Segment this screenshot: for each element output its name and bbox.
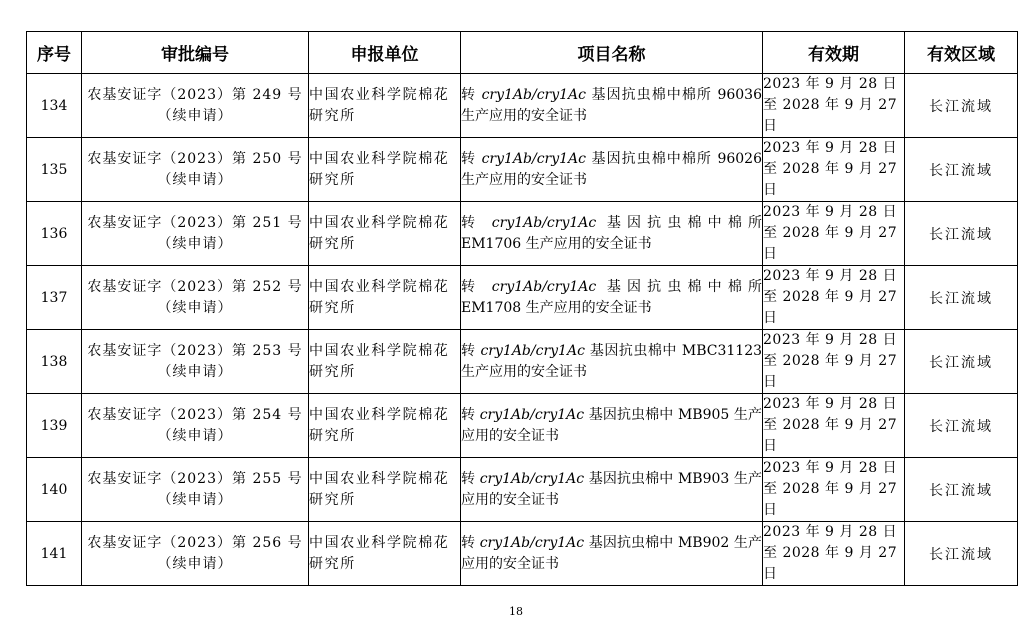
renewal-note: （续申请） xyxy=(157,555,233,572)
approval-number-cell xyxy=(82,522,309,586)
renewal-note: （续申请） xyxy=(157,427,233,444)
header-applicant-unit: 申报单位 xyxy=(309,32,461,74)
approval-number-cell xyxy=(82,394,309,458)
renewal-note: （续申请） xyxy=(157,235,233,252)
approval-number-text: 农基安证字（2023）第 252 号 xyxy=(87,278,303,295)
applicant-unit-cell: 中国农业科学院棉花研究所 xyxy=(309,330,461,394)
applicant-unit-cell: 中国农业科学院棉花研究所 xyxy=(309,394,461,458)
header-serial-number: 序号 xyxy=(27,32,82,74)
project-description: 基因抗虫棉中 MBC31123 生产应用的安全证书 xyxy=(461,342,763,380)
header-validity-period: 有效期 xyxy=(763,32,905,74)
serial-number-cell: 135 xyxy=(27,138,82,202)
project-name-cell xyxy=(461,522,763,586)
project-name-cell xyxy=(461,202,763,266)
header-valid-region: 有效区域 xyxy=(905,32,1018,74)
serial-number-cell: 137 xyxy=(27,266,82,330)
project-prefix: 转 xyxy=(461,470,480,487)
project-description: 基因抗虫棉中 MB905 生产应用的安全证书 xyxy=(461,406,762,444)
valid-region-cell: 长江流域 xyxy=(905,394,1018,458)
serial-number-cell: 140 xyxy=(27,458,82,522)
applicant-unit-cell: 中国农业科学院棉花研究所 xyxy=(309,458,461,522)
gene-name: cry1Ab/cry1Ac xyxy=(479,406,585,423)
project-description: 基因抗虫棉中棉所 96036 生产应用的安全证书 xyxy=(461,86,762,124)
valid-region-cell: 长江流域 xyxy=(905,138,1018,202)
renewal-note: （续申请） xyxy=(157,491,233,508)
project-prefix: 转 xyxy=(461,342,481,359)
valid-region-cell: 长江流域 xyxy=(905,330,1018,394)
valid-region-cell: 长江流域 xyxy=(905,74,1018,138)
approval-number-text: 农基安证字（2023）第 256 号 xyxy=(87,534,303,551)
approval-number-cell xyxy=(82,330,309,394)
validity-period-cell: 2023 年 9 月 28 日至 2028 年 9 月 27 日 xyxy=(763,74,905,138)
project-name-cell xyxy=(461,266,763,330)
valid-region-cell: 长江流域 xyxy=(905,458,1018,522)
approval-table xyxy=(26,31,1018,586)
serial-number-cell: 141 xyxy=(27,522,82,586)
project-prefix: 转 xyxy=(461,150,482,167)
approval-number-cell xyxy=(82,266,309,330)
table-row xyxy=(27,330,1018,394)
validity-period-cell: 2023 年 9 月 28 日至 2028 年 9 月 27 日 xyxy=(763,394,905,458)
approval-number-cell xyxy=(82,202,309,266)
project-prefix: 转 xyxy=(461,278,492,295)
gene-name: cry1Ab/cry1Ac xyxy=(491,278,597,295)
project-prefix: 转 xyxy=(461,534,480,551)
renewal-note: （续申请） xyxy=(157,107,233,124)
project-description: 基因抗虫棉中棉所 EM1708 生产应用的安全证书 xyxy=(461,278,762,316)
approval-number-text: 农基安证字（2023）第 251 号 xyxy=(87,214,303,231)
project-prefix: 转 xyxy=(461,86,482,103)
applicant-unit-cell: 中国农业科学院棉花研究所 xyxy=(309,74,461,138)
gene-name: cry1Ab/cry1Ac xyxy=(480,342,585,359)
approval-number-text: 农基安证字（2023）第 255 号 xyxy=(87,470,303,487)
validity-period-cell: 2023 年 9 月 28 日至 2028 年 9 月 27 日 xyxy=(763,138,905,202)
project-name-cell xyxy=(461,74,763,138)
project-description: 基因抗虫棉中棉所 96026 生产应用的安全证书 xyxy=(461,150,762,188)
validity-period-cell: 2023 年 9 月 28 日至 2028 年 9 月 27 日 xyxy=(763,202,905,266)
project-name-cell xyxy=(461,458,763,522)
validity-period-cell: 2023 年 9 月 28 日至 2028 年 9 月 27 日 xyxy=(763,458,905,522)
project-description: 基因抗虫棉中 MB903 生产应用的安全证书 xyxy=(461,470,762,508)
project-name-cell xyxy=(461,330,763,394)
table-row xyxy=(27,266,1018,330)
serial-number-cell: 138 xyxy=(27,330,82,394)
renewal-note: （续申请） xyxy=(157,171,233,188)
applicant-unit-cell: 中国农业科学院棉花研究所 xyxy=(309,266,461,330)
page-number: 18 xyxy=(509,605,523,618)
table-row xyxy=(27,394,1018,458)
serial-number-cell: 139 xyxy=(27,394,82,458)
project-name-cell xyxy=(461,394,763,458)
project-prefix: 转 xyxy=(461,406,480,423)
approval-number-cell xyxy=(82,74,309,138)
project-description: 基因抗虫棉中棉所 EM1706 生产应用的安全证书 xyxy=(461,214,762,252)
table-row xyxy=(27,138,1018,202)
approval-number-cell xyxy=(82,458,309,522)
gene-name: cry1Ab/cry1Ac xyxy=(479,470,585,487)
validity-period-cell: 2023 年 9 月 28 日至 2028 年 9 月 27 日 xyxy=(763,266,905,330)
gene-name: cry1Ab/cry1Ac xyxy=(481,150,587,167)
table-row xyxy=(27,522,1018,586)
serial-number-cell: 136 xyxy=(27,202,82,266)
applicant-unit-cell: 中国农业科学院棉花研究所 xyxy=(309,202,461,266)
header-project-name: 项目名称 xyxy=(461,32,763,74)
project-name-cell xyxy=(461,138,763,202)
renewal-note: （续申请） xyxy=(157,363,233,380)
approval-number-text: 农基安证字（2023）第 250 号 xyxy=(87,150,303,167)
project-prefix: 转 xyxy=(461,214,492,231)
serial-number-cell: 134 xyxy=(27,74,82,138)
approval-number-text: 农基安证字（2023）第 249 号 xyxy=(87,86,303,103)
gene-name: cry1Ab/cry1Ac xyxy=(491,214,597,231)
valid-region-cell: 长江流域 xyxy=(905,202,1018,266)
renewal-note: （续申请） xyxy=(157,299,233,316)
gene-name: cry1Ab/cry1Ac xyxy=(479,534,585,551)
validity-period-cell: 2023 年 9 月 28 日至 2028 年 9 月 27 日 xyxy=(763,330,905,394)
approval-number-cell xyxy=(82,138,309,202)
approval-number-text: 农基安证字（2023）第 254 号 xyxy=(87,406,303,423)
table-row xyxy=(27,202,1018,266)
project-description: 基因抗虫棉中 MB902 生产应用的安全证书 xyxy=(461,534,762,572)
table-row xyxy=(27,74,1018,138)
valid-region-cell: 长江流域 xyxy=(905,522,1018,586)
table-header-row xyxy=(27,32,1018,74)
header-approval-number: 审批编号 xyxy=(82,32,309,74)
validity-period-cell: 2023 年 9 月 28 日至 2028 年 9 月 27 日 xyxy=(763,522,905,586)
table-row xyxy=(27,458,1018,522)
gene-name: cry1Ab/cry1Ac xyxy=(481,86,587,103)
valid-region-cell: 长江流域 xyxy=(905,266,1018,330)
applicant-unit-cell: 中国农业科学院棉花研究所 xyxy=(309,522,461,586)
approval-number-text: 农基安证字（2023）第 253 号 xyxy=(87,342,303,359)
applicant-unit-cell: 中国农业科学院棉花研究所 xyxy=(309,138,461,202)
